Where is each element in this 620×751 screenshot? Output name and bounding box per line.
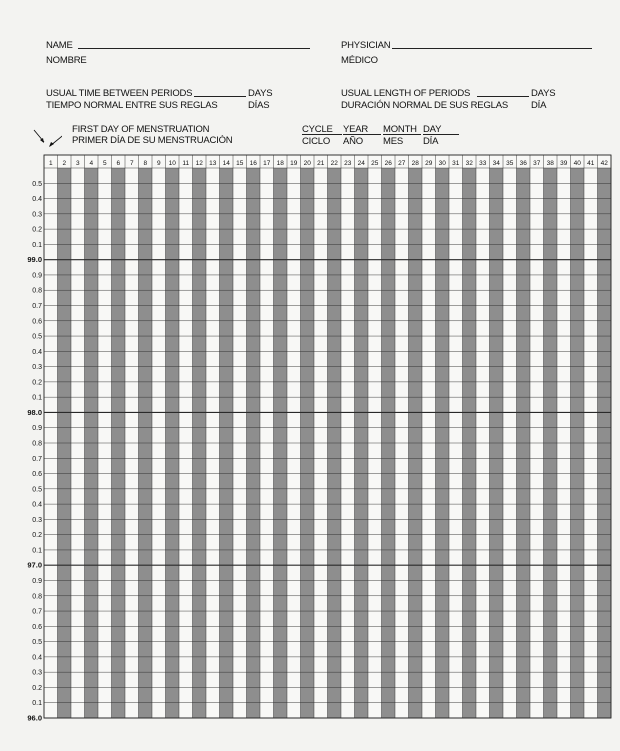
day-label-38: 38	[546, 160, 554, 167]
temp-label-97-0: 97.0	[27, 560, 42, 570]
temp-label-0-5: 0.5	[32, 486, 42, 494]
temp-label-0-1: 0.1	[32, 547, 42, 555]
temp-label-0-8: 0.8	[32, 593, 42, 601]
day-label-2: 2	[62, 160, 67, 167]
day-label-29: 29	[425, 160, 433, 167]
day-label-34: 34	[492, 160, 500, 167]
nombre-label: NOMBRE	[46, 55, 87, 66]
temp-label-0-4: 0.4	[32, 196, 42, 204]
temp-label-0-8: 0.8	[32, 440, 42, 448]
ano-label: AÑO	[343, 136, 363, 147]
day-label-4: 4	[89, 160, 94, 167]
usual-time-label: USUAL TIME BETWEEN PERIODS	[46, 88, 193, 99]
day-label-27: 27	[398, 160, 406, 167]
medico-label: MÉDICO	[341, 55, 378, 66]
day-label-19: 19	[290, 160, 298, 167]
temp-label-0-1: 0.1	[32, 394, 42, 402]
day-label-10: 10	[168, 160, 176, 167]
temp-label-0-7: 0.7	[32, 455, 42, 463]
temp-label-0-3: 0.3	[32, 211, 42, 219]
day-label-6: 6	[116, 160, 121, 167]
days-label-2: DAYS	[531, 88, 556, 99]
day-label-31: 31	[452, 160, 460, 167]
day-label-9: 9	[156, 160, 161, 167]
day-label-33: 33	[479, 160, 487, 167]
day-label-11: 11	[182, 160, 190, 167]
day-label-36: 36	[519, 160, 527, 167]
day-label-17: 17	[263, 160, 271, 167]
temp-label-0-4: 0.4	[32, 348, 42, 356]
days-label: DAYS	[248, 88, 273, 99]
day-label-12: 12	[195, 160, 203, 167]
day-label-32: 32	[465, 160, 473, 167]
dias-label: DÍAS	[248, 100, 270, 111]
day-label-42: 42	[600, 160, 608, 167]
temp-label-0-6: 0.6	[32, 471, 42, 479]
month-label: MONTH	[383, 124, 417, 135]
day-label-3: 3	[75, 160, 80, 167]
temp-label-99-0: 99.0	[27, 255, 42, 265]
dia-label: DÍA	[531, 100, 547, 111]
day-label-41: 41	[587, 160, 595, 167]
temp-label-96-0: 96.0	[27, 713, 42, 723]
temp-label-0-3: 0.3	[32, 364, 42, 372]
temp-label-0-5: 0.5	[32, 333, 42, 341]
temp-label-0-3: 0.3	[32, 669, 42, 677]
day-label-13: 13	[209, 160, 217, 167]
day-label-1: 1	[48, 160, 53, 167]
temp-label-0-8: 0.8	[32, 287, 42, 295]
temp-label-0-4: 0.4	[32, 501, 42, 509]
name-label: NAME	[46, 40, 73, 51]
day-label-8: 8	[143, 160, 148, 167]
cycle-label: CYCLE	[302, 124, 333, 135]
day-label: DAY	[423, 124, 442, 135]
day-label-20: 20	[303, 160, 311, 167]
temp-label-0-6: 0.6	[32, 623, 42, 631]
mes-label: MES	[383, 136, 403, 147]
temp-label-0-2: 0.2	[32, 684, 42, 692]
day-label-21: 21	[317, 160, 325, 167]
temp-label-0-4: 0.4	[32, 654, 42, 662]
day-label-26: 26	[384, 160, 392, 167]
temp-label-0-5: 0.5	[32, 180, 42, 188]
day-label-23: 23	[344, 160, 352, 167]
usual-length-label: USUAL LENGTH OF PERIODS	[341, 88, 471, 99]
first-day-label: FIRST DAY OF MENSTRUATION	[72, 124, 210, 135]
ciclo-label: CICLO	[302, 136, 331, 147]
day-label-35: 35	[506, 160, 514, 167]
day-label-22: 22	[330, 160, 338, 167]
day-label-7: 7	[129, 160, 134, 167]
day-label-24: 24	[357, 160, 365, 167]
temp-label-0-2: 0.2	[32, 226, 42, 234]
day-label-30: 30	[438, 160, 446, 167]
tiempo-normal-label: TIEMPO NORMAL ENTRE SUS REGLAS	[46, 100, 218, 111]
temp-label-0-7: 0.7	[32, 608, 42, 616]
temp-label-0-1: 0.1	[32, 700, 42, 708]
day-label-40: 40	[573, 160, 581, 167]
temp-label-0-1: 0.1	[32, 241, 42, 249]
day-label-25: 25	[371, 160, 379, 167]
day-label-28: 28	[411, 160, 419, 167]
temp-label-0-2: 0.2	[32, 379, 42, 387]
temp-label-98-0: 98.0	[27, 407, 42, 417]
temp-label-0-7: 0.7	[32, 303, 42, 310]
temp-label-0-9: 0.9	[32, 272, 42, 280]
temp-label-0-9: 0.9	[32, 578, 42, 585]
temp-label-0-6: 0.6	[32, 318, 42, 326]
temp-label-0-3: 0.3	[32, 516, 42, 524]
day-label-16: 16	[249, 160, 257, 167]
primer-dia-label: PRIMER DÍA DE SU MENSTRUACIÓN	[72, 135, 233, 146]
day-label-18: 18	[276, 160, 284, 167]
day-label-15: 15	[236, 160, 244, 167]
temp-label-0-5: 0.5	[32, 639, 42, 647]
day-label-37: 37	[533, 160, 541, 167]
duracion-label: DURACIÓN NORMAL DE SUS REGLAS	[341, 100, 508, 111]
temp-label-0-9: 0.9	[32, 425, 42, 433]
day-label-14: 14	[222, 160, 230, 167]
temp-label-0-2: 0.2	[32, 532, 42, 540]
physician-label: PHYSICIAN	[341, 40, 391, 51]
dia-label-2: DÍA	[423, 136, 439, 147]
day-label-5: 5	[102, 160, 107, 167]
year-label: YEAR	[343, 124, 369, 135]
day-label-39: 39	[560, 160, 568, 167]
